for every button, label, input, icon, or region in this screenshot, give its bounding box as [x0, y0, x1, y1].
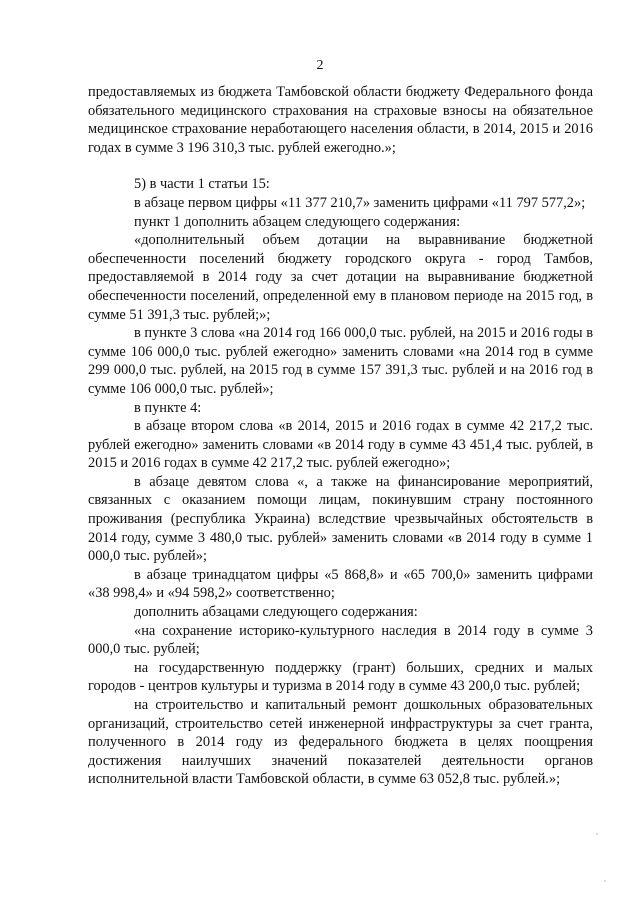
paragraph: в абзаце тринадцатом цифры «5 868,8» и «65 700,0» заменить цифрами «38 998,4» и «94 598,2» соответственно; — [88, 566, 593, 602]
paragraph-item-5: 5) в части 1 статьи 15: — [134, 176, 270, 193]
paragraph: в пункте 3 слова «на 2014 год 166 000,0 тыс. рублей, на 2015 и 2016 годы в сумме 106 000,0 тыс. рублей ежегодно» заменить словами «на 2014 год в сумме 299 000,0 тыс. рублей, на 2015 год в сумме 157 391,3 тыс. рублей и на 2016 год в сумме 106 000,0 тыс. рублей»; — [88, 325, 593, 397]
paragraph: в абзаце первом цифры «11 377 210,7» заменить цифрами «11 797 577,2»; — [134, 194, 586, 211]
paragraph: в пункте 4: — [134, 399, 202, 416]
paragraph: на государственную поддержку (грант) больших, средних и малых городов - центров культуры и туризма в 2014 году в сумме 43 200,0 тыс. рублей; — [88, 659, 593, 695]
paragraph: на строительство и капитальный ремонт дошкольных образовательных организаций, строительство сетей инженерной инфраструктуры за счет гранта, полученного в 2014 году из федерального бюджета в целях поощрения достижения наилучших значений показателей деятельности органов исполнительной власти Тамбовской области, в сумме 63 052,8 тыс. рублей.»; — [88, 697, 593, 788]
paragraph: дополнить абзацами следующего содержания: — [134, 604, 418, 621]
paragraph-quote: «дополнительный объем дотации на выравнивание бюджетной обеспеченности поселений бюджету городского округа - город Тамбов, предоставляемой в 2014 году за счет дотации на выравнивание бюджетной обеспеченности поселений, определенной ему в плановом периоде на 2015 год, в сумме 51 391,3 тыс. рублей;»; — [88, 232, 593, 323]
scan-speck — [604, 880, 606, 882]
page-number: 2 — [316, 58, 324, 73]
paragraph-quote: «на сохранение историко-культурного наследия в 2014 году в сумме 3 000,0 тыс. рублей; — [88, 622, 593, 658]
document-body — [88, 83, 593, 789]
paragraph: пункт 1 дополнить абзацем следующего содержания: — [134, 213, 461, 230]
paragraph: в абзаце втором слова «в 2014, 2015 и 2016 годах в сумме 42 217,2 тыс. рублей ежегодно» заменить словами «в 2014 году в сумме 43 451,4 тыс. рублей, в 2015 и 2016 годах в сумме 42 217,2 тыс. рублей ежегодно»; — [88, 418, 593, 472]
scan-speck — [596, 833, 598, 835]
paragraph: в абзаце девятом слова «, а также на финансирование мероприятий, связанных с оказанием помощи лицам, покинувшим страну постоянного проживания (республика Украина) вследствие чрезвычайных обстоятельств в 2014 году, сумме 3 480,0 тыс. рублей» заменить словами «в 2014 году в сумме 1 000,0 тыс. рублей»; — [88, 473, 593, 565]
paragraph-continuation: предоставляемых из бюджета Тамбовской области бюджету Федерального фонда обязательного медицинского страхования на страховые взносы на обязательное медицинское страхование неработающего населения области, в 2014, 2015 и 2016 годах в сумме 3 196 310,3 тыс. рублей ежегодно.»; — [88, 84, 593, 156]
